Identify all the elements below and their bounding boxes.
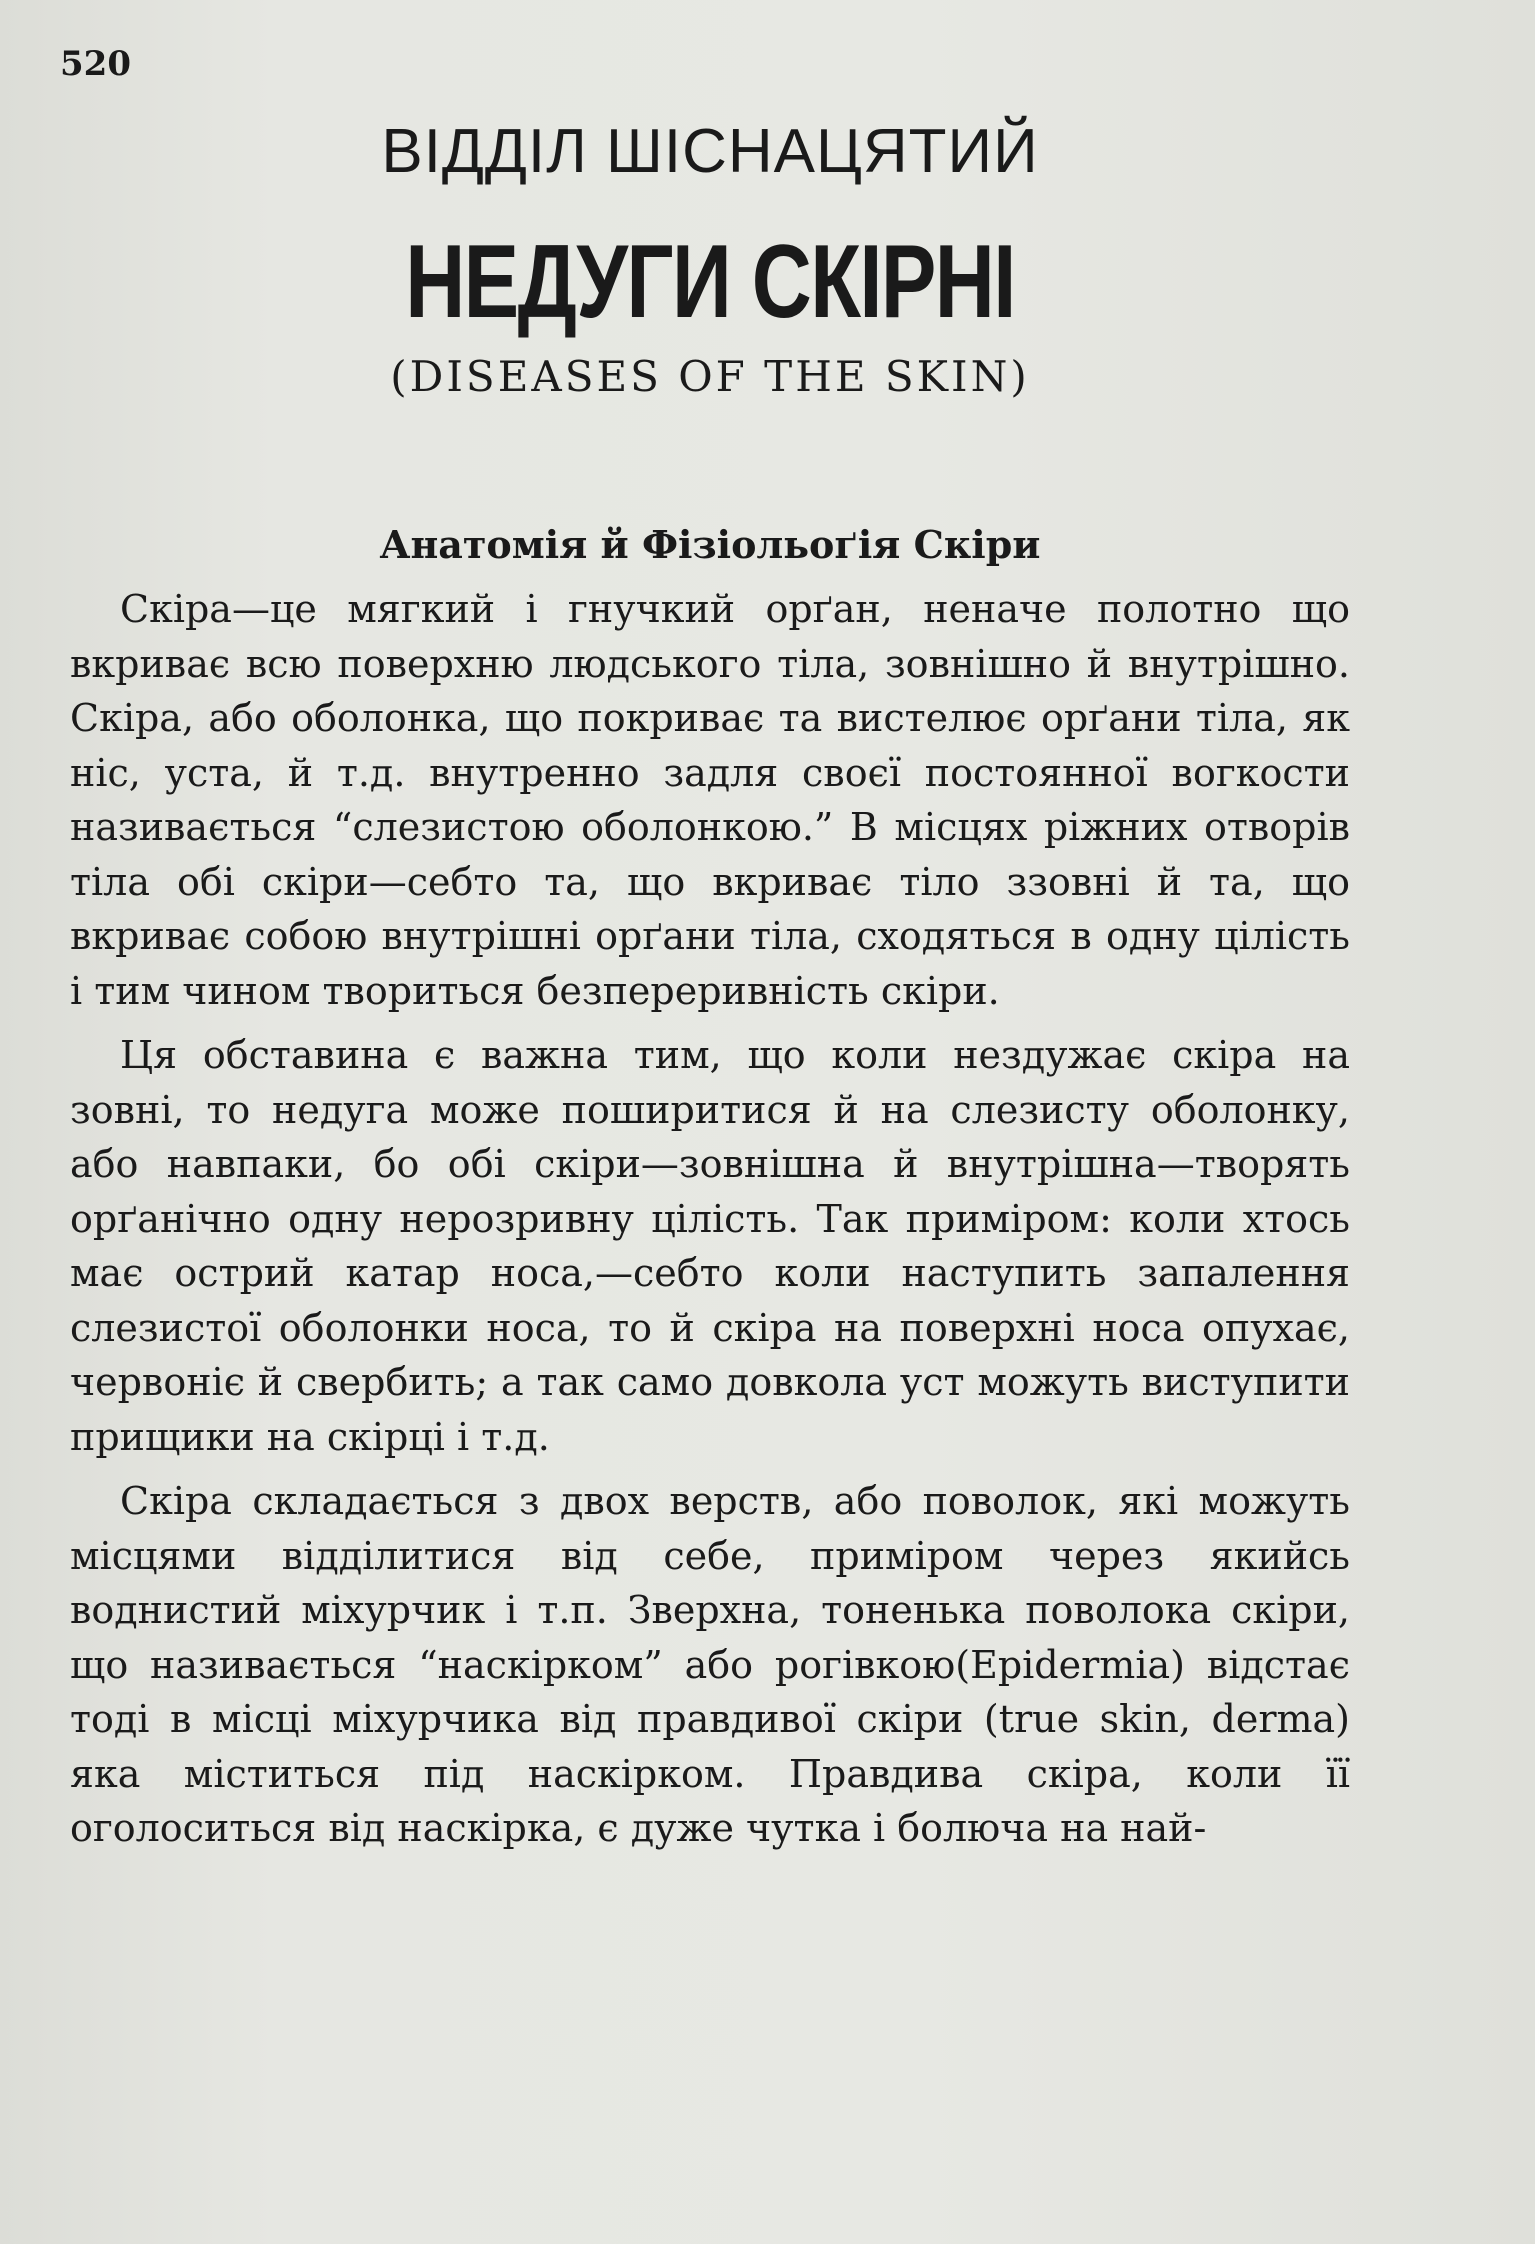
paragraph-3: Скіра складається з двох верств, або поволок, які можуть місцями відділитися від себе, приміром через якийсь воднистий міхурчик і т.п. Зверхна, тоненька поволока скіри, що називається “наскірком” або рогівкою(Epidermia) відстає тоді в місці міхурчика від правдивої скіри (true skin, derma) яка міститься під наскірком. Правдива скіра, коли її оголоситься від наскірка, є дуже чутка і болюча на най- xyxy=(70,1479,1350,1850)
section-title: ВІДДІЛ ШІСНАЦЯТИЙ xyxy=(381,117,1039,186)
paragraph-2: Ця обставина є важна тим, що коли нездужає скіра на зовні, то недуга може поширитися й на слезисту оболонку, або навпаки, бо обі скіри—зовнішна й внутрішна—творять орґанічно одну нерозривну цілість. Так приміром: коли хтось має острий катар носа,—себто коли наступить запалення слезистої оболонки носа, то й скіра на поверхні носа опухає, червоніє й свербить; а так само довкола уст можуть виступити прищики на скірці і т.д. xyxy=(70,1033,1350,1459)
subtitle: (DISEASES OF THE SKIN) xyxy=(390,352,1030,401)
article-heading: Анатомія й Фізіольоґія Скіри xyxy=(379,522,1041,567)
paragraph-1: Скіра—це мягкий і гнучкий орґан, неначе полотно що вкриває всю поверхню людського тіла, зовнішно й внутрішно. Скіра, або оболонка, що покриває та вистелює орґани тіла, як ніс, уста, й т.д. внутренно задля своєї постоянної вогкости називається “слезистою оболонкою.” В місцях ріжних отворів тіла обі скіри—себто та, що вкриває тіло ззовні й та, що вкриває собою внутрішні орґани тіла, сходяться в одну цілість і тим чином твориться безпереривність скіри. xyxy=(70,587,1350,1013)
page-number: 520 xyxy=(60,44,131,84)
body-text xyxy=(70,582,1350,1866)
main-title: НЕДУГИ СКІРНІ xyxy=(405,224,1015,340)
